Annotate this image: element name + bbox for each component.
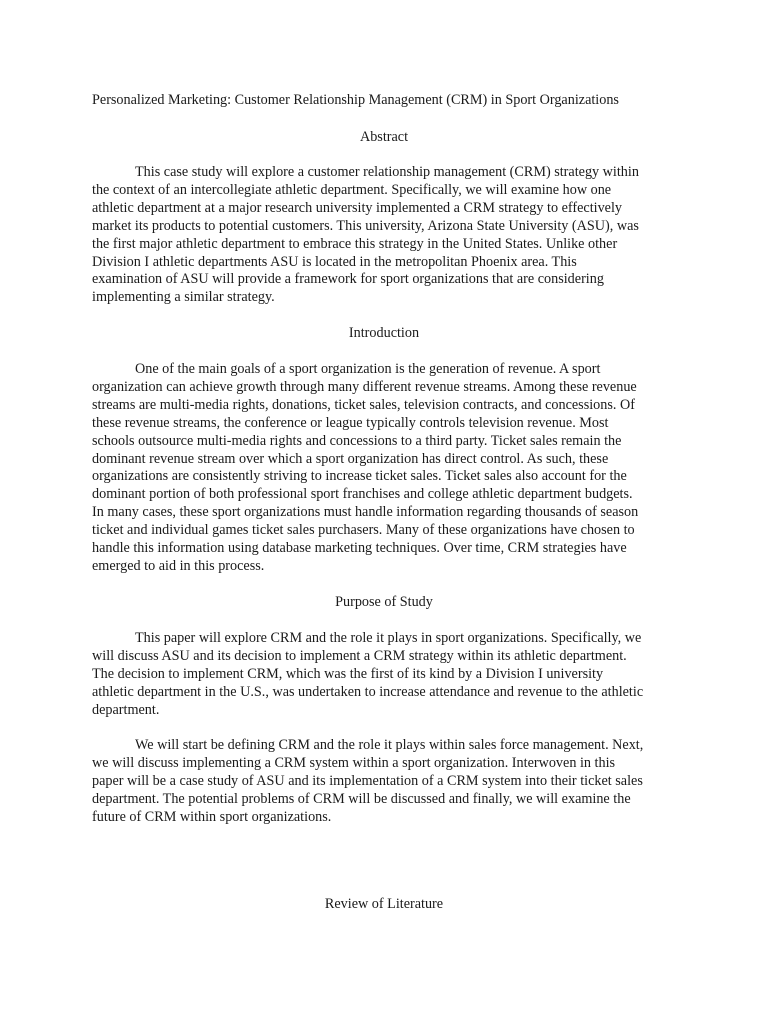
- text-line: Division I athletic departments ASU is located in the metropolitan Phoenix area. This: [92, 253, 577, 270]
- text-line: organization can achieve growth through many different revenue streams. Among these revenue: [92, 378, 637, 395]
- text-line: One of the main goals of a sport organization is the generation of revenue. A sport: [135, 361, 601, 377]
- text-line: will discuss ASU and its decision to implement a CRM strategy within its athletic department.: [92, 647, 627, 664]
- introduction-heading: Introduction: [348, 325, 420, 341]
- text-line: The decision to implement CRM, which was the first of its kind by a Division I university: [92, 665, 604, 682]
- document-title: Personalized Marketing: Customer Relationship Management (CRM) in Sport Organizations: [92, 92, 619, 108]
- text-line: streams are multi-media rights, donations, ticket sales, television contracts, and concessions. Of: [92, 396, 635, 413]
- text-line: This case study will explore a customer relationship management (CRM) strategy within: [135, 164, 639, 180]
- text-line: athletic department at a major research university implemented a CRM strategy to effectively: [92, 199, 623, 216]
- text-line: This paper will explore CRM and the role it plays in sport organizations. Specifically, we: [135, 630, 642, 646]
- text-line: organizations are consistently striving to increase ticket sales. Ticket sales also account for the: [92, 468, 627, 485]
- text-line: paper will be a case study of ASU and its implementation of a CRM system into their ticket sales: [92, 772, 643, 789]
- text-line: schools outsource multi-media rights and concessions to a third party. Ticket sales remain the: [92, 432, 622, 449]
- text-line: implementing a similar strategy.: [92, 289, 275, 306]
- text-line: the context of an intercollegiate athletic department. Specifically, we will examine how one: [92, 181, 612, 198]
- purpose-paragraph-1: [92, 630, 652, 720]
- text-line: We will start be defining CRM and the role it plays within sales force management. Next,: [135, 737, 644, 753]
- text-line: we will discuss implementing a CRM system within a sport organization. Interwoven in this: [92, 754, 616, 771]
- text-line: department. The potential problems of CRM will be discussed and finally, we will examine the: [92, 790, 631, 807]
- purpose-paragraph-2: [92, 737, 652, 827]
- abstract-paragraph: [92, 164, 652, 307]
- text-line: handle this information using database marketing techniques. Over time, CRM strategies have: [92, 540, 627, 557]
- purpose-heading: Purpose of Study: [335, 594, 433, 610]
- text-line: examination of ASU will provide a framework for sport organizations that are considering: [92, 271, 604, 288]
- text-line: dominant portion of both professional sport franchises and college athletic department budgets.: [92, 486, 633, 503]
- text-line: dominant revenue stream over which a sport organization has direct control. As such, these: [92, 450, 609, 467]
- introduction-paragraph: [92, 361, 652, 576]
- literature-heading: Review of Literature: [324, 896, 444, 912]
- text-line: department.: [92, 701, 160, 718]
- text-line: these revenue streams, the conference or league typically controls television revenue. Most: [92, 414, 609, 431]
- text-line: In many cases, these sport organizations must handle information regarding thousands of season: [92, 504, 639, 521]
- text-line: market its products to potential customers. This university, Arizona State University (ASU), was: [92, 217, 639, 234]
- text-line: the first major athletic department to embrace this strategy in the United States. Unlike other: [92, 235, 618, 252]
- text-line: ticket and individual games ticket sales purchasers. Many of these organizations have chosen to: [92, 522, 635, 539]
- text-line: emerged to aid in this process.: [92, 557, 265, 574]
- text-line: future of CRM within sport organizations.: [92, 808, 332, 825]
- abstract-heading: Abstract: [359, 129, 409, 145]
- text-line: athletic department in the U.S., was undertaken to increase attendance and revenue to the athletic: [92, 683, 644, 700]
